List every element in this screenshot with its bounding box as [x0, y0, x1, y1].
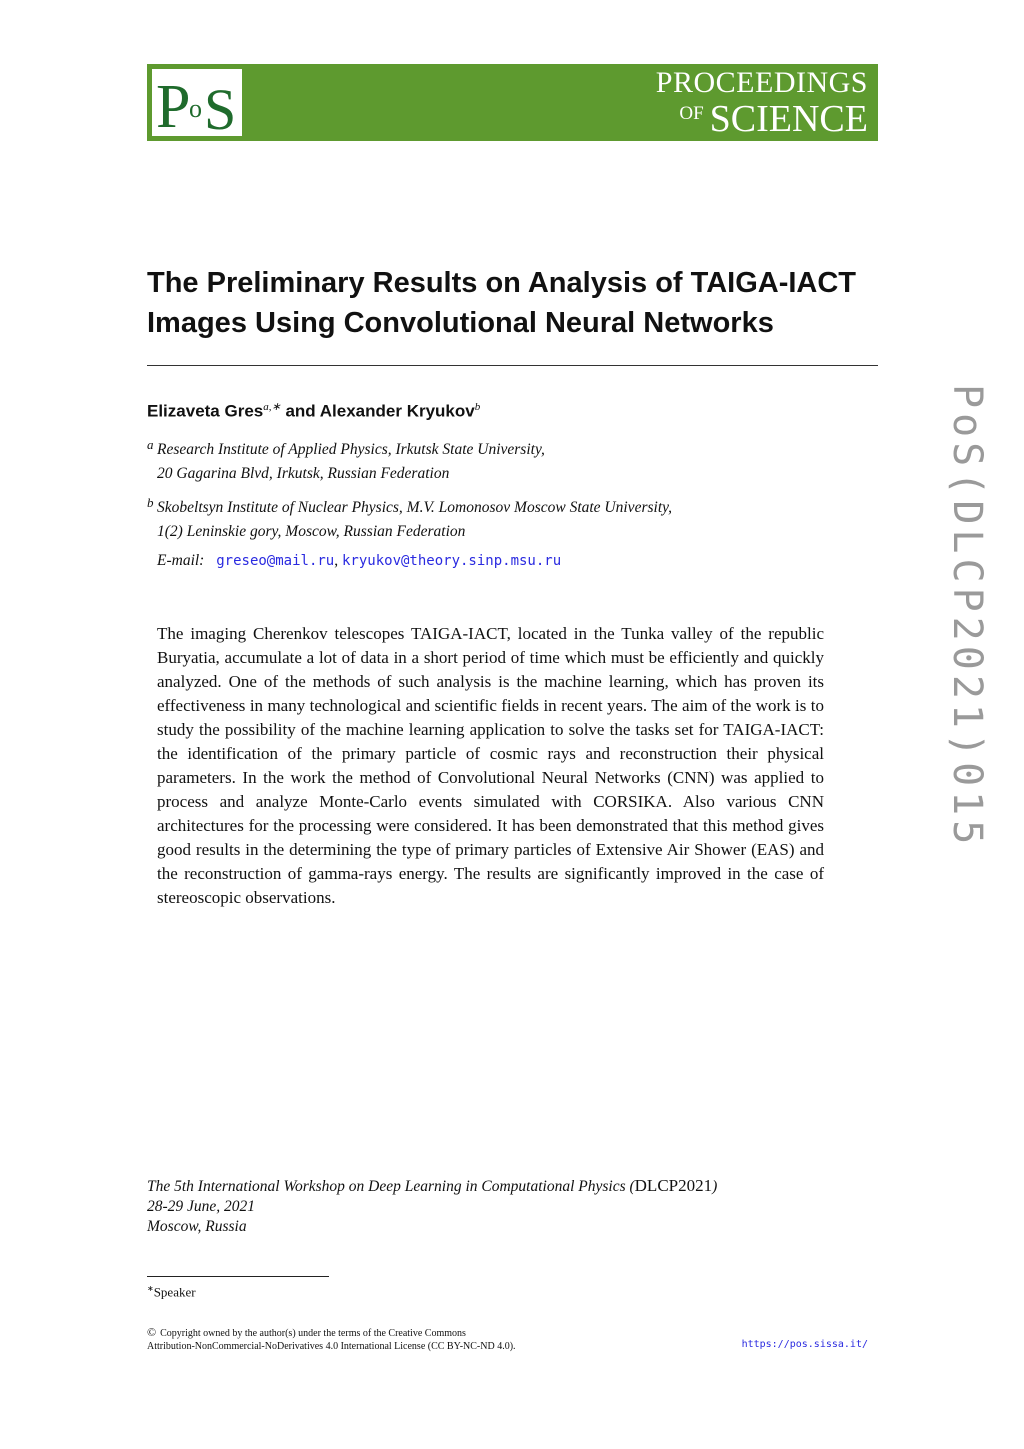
header-banner — [147, 64, 878, 141]
author-2: and Alexander Kryukov — [285, 401, 475, 421]
author-1: Elizaveta Gres — [147, 401, 264, 421]
email-label: E-mail: — [157, 552, 205, 569]
copyright-icon: © — [147, 1325, 157, 1339]
banner-science: SCIENCE — [709, 98, 868, 140]
pos-identifier-stamp: PoS(DLCP2021)015 — [944, 384, 990, 850]
conference-info: The 5th International Workshop on Deep Learning in Computational Physics (DLCP2021) 28-29 June, 2021 Moscow, Russia — [147, 1176, 718, 1235]
paper-title: The Preliminary Results on Analysis of TAIGA-IACT Images Using Convolutional Neural Networks — [147, 267, 857, 339]
author-line — [147, 400, 480, 422]
pos-logo-icon — [152, 69, 242, 136]
footnote-rule — [147, 1276, 329, 1277]
banner-wordmark — [656, 68, 868, 138]
copyright-notice: © Copyright owned by the author(s) under the terms of the Creative Commons Attribution-NonCommercial-NoDerivatives 4.0 International License (CC BY-NC-ND 4.0). — [147, 1325, 516, 1352]
email-link-1[interactable]: greseo@mail.ru — [216, 553, 335, 569]
svg-text:P: P — [156, 73, 191, 136]
affiliation-a: a Research Institute of Applied Physics, Irkutsk State University, 20 Gagarina Blvd, Irkutsk, Russian Federation — [147, 437, 545, 482]
author-1-affil-mark: a,∗ — [263, 401, 281, 413]
conference-dates: 28-29 June, 2021 — [147, 1198, 256, 1215]
email-link-2[interactable]: kryukov@theory.sinp.msu.ru — [342, 553, 562, 569]
svg-text:o: o — [189, 94, 202, 123]
affiliation-b: b Skobeltsyn Institute of Nuclear Physics, M.V. Lomonosov Moscow State University, 1(2) Leninskie gory, Moscow, Russian Federation — [147, 495, 673, 540]
conference-acronym: DLCP2021 — [634, 1176, 713, 1195]
svg-text:S: S — [204, 77, 237, 136]
pos-url-link[interactable]: https://pos.sissa.it/ — [741, 1339, 868, 1350]
conference-name: The 5th International Workshop on Deep Learning in Computational Physics ( — [147, 1178, 635, 1195]
pos-logo — [152, 69, 242, 136]
author-2-affil-mark: b — [474, 401, 481, 413]
footnote: ∗Speaker — [147, 1284, 196, 1300]
abstract: The imaging Cherenkov telescopes TAIGA-IACT, located in the Tunka valley of the republic Buryatia, accumulate a lot of data in a short period of time which must be efficiently and quickly analyzed. One of the methods of such analysis is the machine learning, which has proven its effectiveness in many technological and scientific fields in recent years. The aim of the work is to study the possibility of the machine learning application to solve the tasks set for TAIGA-IACT: the identification of the primary particle of cosmic rays and reconstruction their physical parameters. In the work the method of Convolutional Neural Networks (CNN) was applied to process and analyze Monte-Carlo events simulated with CORSIKA. Also various CNN architectures for the processing were considered. It has been demonstrated that this method gives good results in the determining the type of primary particles of Extensive Air Shower (EAS) and the reconstruction of gamma-rays energy. The results are significantly improved in the case of stereoscopic observations. — [157, 624, 824, 907]
conference-location: Moscow, Russia — [147, 1218, 247, 1235]
email-line: E-mail: greseo@mail.ru, kryukov@theory.sinp.msu.ru — [157, 552, 562, 569]
banner-proceedings: PROCEEDINGS — [655, 66, 868, 99]
banner-of: OF — [679, 103, 704, 124]
title-rule — [147, 365, 878, 366]
